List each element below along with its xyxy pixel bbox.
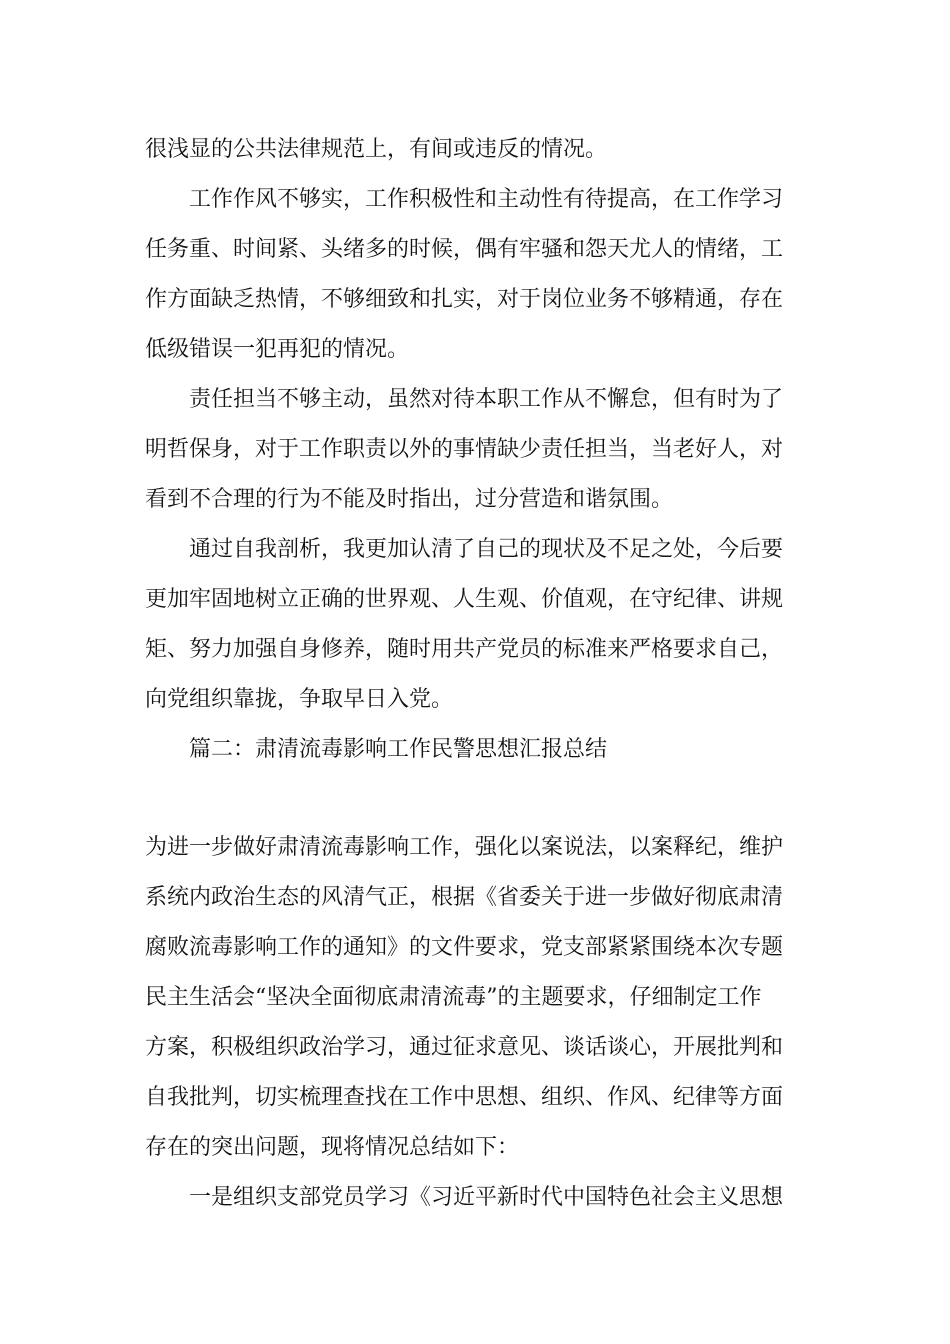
text-line: 作方面缺乏热情，不够细致和扎实，对于岗位业务不够精通，存在 <box>145 287 784 312</box>
text-line: 系统内政治生态的风清气正，根据《省委关于进一步做好彻底肃清 <box>145 885 784 910</box>
text-line: 很浅显的公共法律规范上，有间或违反的情况。 <box>145 137 608 162</box>
text-line: 低级错误一犯再犯的情况。 <box>145 337 410 362</box>
text-line: 任务重、时间紧、头绪多的时候，偶有牢骚和怨天尤人的情绪，工 <box>145 237 784 262</box>
text-line: 为进一步做好肃清流毒影响工作，强化以案说法，以案释纪，维护 <box>145 835 784 860</box>
text-line: 自我批判，切实梳理查找在工作中思想、组织、作风、纪律等方面 <box>145 1085 784 1110</box>
text-line: 明哲保身，对于工作职责以外的事情缺少责任担当，当老好人，对 <box>145 437 784 462</box>
text-line: 腐败流毒影响工作的通知》的文件要求，党支部紧紧围绕本次专题 <box>145 935 784 960</box>
text-line: 更加牢固地树立正确的世界观、人生观、价值观，在守纪律、讲规 <box>145 587 784 612</box>
paragraph-start-line: 工作作风不够实，工作积极性和主动性有待提高，在工作学习 <box>189 187 784 212</box>
text-line: 向党组织靠拢，争取早日入党。 <box>145 687 454 712</box>
paragraph-start-line: 一是组织支部党员学习《习近平新时代中国特色社会主义思想 <box>189 1185 784 1210</box>
paragraph-start-line: 通过自我剖析，我更加认清了自己的现状及不足之处，今后要 <box>189 537 784 562</box>
text-line: 矩、努力加强自身修养，随时用共产党员的标准来严格要求自己， <box>145 637 784 662</box>
section-heading: 篇二：肃清流毒影响工作民警思想汇报总结 <box>189 737 608 762</box>
text-line: 民主生活会“坚决全面彻底肃清流毒”的主题要求，仔细制定工作 <box>145 985 762 1010</box>
text-line: 方案，积极组织政治学习，通过征求意见、谈话谈心，开展批判和 <box>145 1035 784 1060</box>
paragraph-start-line: 责任担当不够主动，虽然对待本职工作从不懈怠，但有时为了 <box>189 387 784 412</box>
text-line: 存在的突出问题，现将情况总结如下： <box>145 1135 520 1160</box>
text-line: 看到不合理的行为不能及时指出，过分营造和谐氛围。 <box>145 487 674 512</box>
